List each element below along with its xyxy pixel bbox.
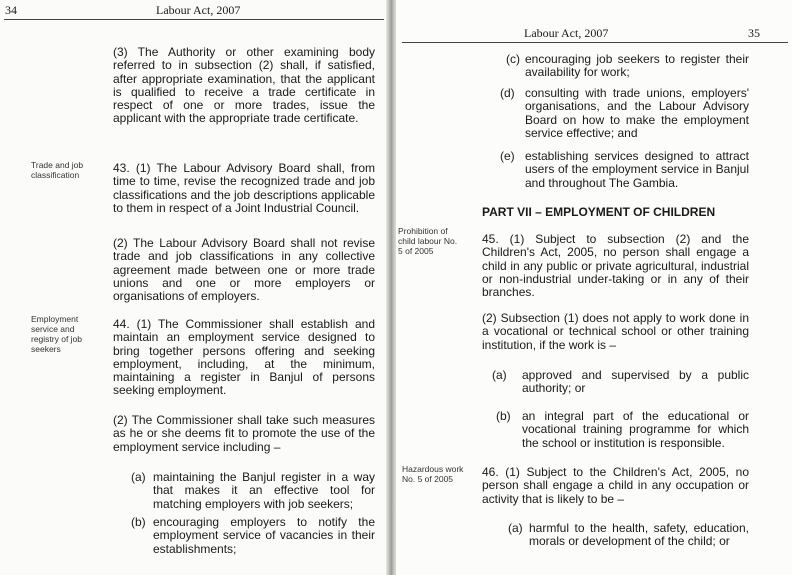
item-c-label: (c)	[506, 52, 520, 66]
item-d-label: (d)	[500, 86, 515, 100]
section-43-1: 43. (1) The Labour Advisory Board shall, from time to time, revise the recognized trade and job classifications and the job descriptions applicable to them in respect of a Joint Industrial Council.	[113, 161, 375, 215]
left-page	[0, 0, 388, 575]
item-a2-label: (a)	[508, 521, 523, 535]
section-43-3: (3) The Authority or other examining body referred to in subsection (2) shall, if satisfied, after appropriate examination, that the applicant is qualified to receive a trade certificate in respect of one or more trades, issue the applicant with the appropriate trade certificate.	[113, 45, 375, 126]
page-number: 35	[748, 26, 760, 40]
item-a-text: approved and supervised by a public authority; or	[522, 368, 749, 396]
section-45-1: 45. (1) Subject to subsection (2) and the Children's Act, 2005, no person shall engage a child in any public or private agricultural, industrial or non-industrial under-taking or in any of their branches.	[482, 232, 749, 300]
item-e-text: establishing services designed to attract users of the employment service in Banjul and throughout The Gambia.	[525, 149, 749, 190]
item-a-label: (a)	[131, 470, 146, 484]
item-b-text: an integral part of the educational or vocational training programme for which the school or institution is responsible.	[522, 409, 749, 450]
item-b-label: (b)	[496, 409, 511, 423]
margin-note-trade: Trade and job classification	[31, 160, 84, 180]
item-d-text: consulting with trade unions, employers' organisations, and the Labour Advisory Board on how to make the employment service effective; and	[525, 86, 749, 140]
part-heading: PART VII – EMPLOYMENT OF CHILDREN	[482, 205, 716, 219]
section-44-1: 44. (1) The Commissioner shall establish and maintain an employment service designed to bring together persons offering and seeking employment, including, at the minimum, maintaining a register in Banjul of persons seeking employment.	[113, 317, 375, 398]
section-45-2: (2) Subsection (1) does not apply to work done in a vocational or technical school or other training institution, if the work is –	[482, 311, 749, 352]
item-a2-text: harmful to the health, safety, education, morals or development of the child; or	[529, 521, 749, 549]
running-title: Labour Act, 2007	[524, 26, 609, 40]
item-a-text: maintaining the Banjul register in a way that makes it an effective tool for matching employers with job seekers;	[153, 470, 375, 511]
item-c-text: encouraging job seekers to register their availability for work;	[525, 52, 749, 80]
section-44-2: (2) The Commissioner shall take such measures as he or she deems fit to promote the use of the employment service including –	[113, 413, 375, 454]
section-46-1: 46. (1) Subject to the Children's Act, 2005, no person shall engage a child in any occupation or activity that is likely to be –	[482, 465, 749, 506]
margin-note-prohibition: Prohibition of child labour No. 5 of 2005	[398, 226, 458, 256]
margin-note-employment: Employment service and registry of job seekers	[31, 314, 83, 354]
header-rule	[4, 19, 384, 20]
running-title: Labour Act, 2007	[156, 3, 241, 17]
item-a-label: (a)	[492, 368, 507, 382]
margin-note-hazardous: Hazardous work No. 5 of 2005	[402, 464, 464, 484]
header-rule	[402, 42, 788, 43]
item-b-label: (b)	[131, 515, 146, 529]
item-b-text: encouraging employers to notify the employment service of vacancies in their establishments;	[153, 515, 375, 556]
section-43-2: (2) The Labour Advisory Board shall not revise trade and job classifications in any collective agreement made between one or more trade unions and one or more employers or organisations of employers.	[113, 236, 375, 304]
page-number: 34	[5, 3, 17, 17]
right-page	[396, 0, 792, 575]
item-e-label: (e)	[500, 149, 515, 163]
